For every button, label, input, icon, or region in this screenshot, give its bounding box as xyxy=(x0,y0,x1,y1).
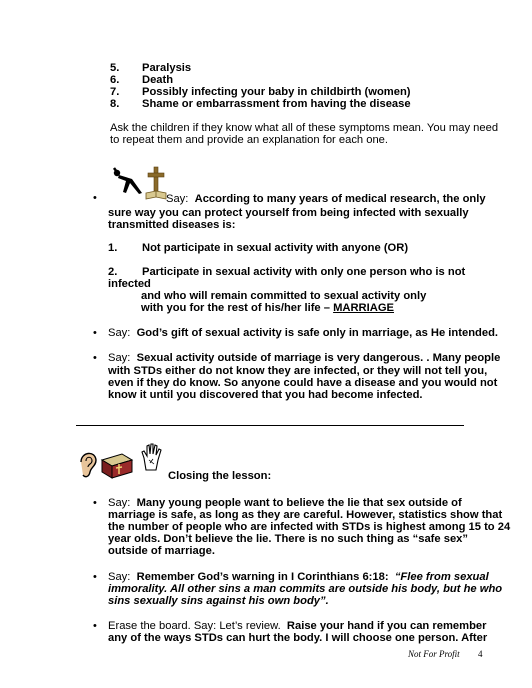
option-number: 2. xyxy=(108,266,118,278)
bullet: • xyxy=(93,192,97,204)
say2-text: God’s gift of sexual activity is safe only in marriage, as He intended. xyxy=(136,327,499,339)
say-prefix: Say: xyxy=(108,571,131,583)
list-number: 6. xyxy=(110,74,120,86)
erase-line-2: any of the ways STDs can hurt the body. I will choose one person. After xyxy=(108,632,488,644)
hand-icon xyxy=(140,442,164,475)
say4-line-2: marriage is safe, as long as they are careful. However, statistics show that xyxy=(108,509,503,521)
list-text: Death xyxy=(142,74,174,86)
say3-line-3: even if they do know. So anyone could have a disease and you would not xyxy=(108,377,498,389)
ask-para-line-1: Ask the children if they know what all of these symptoms mean. You may need xyxy=(110,122,499,134)
list-text: Shame or embarrassment from having the disease xyxy=(142,98,411,110)
bullet: • xyxy=(93,620,97,632)
say4-line-4: year olds. Don’t believe the lie. There is no such thing as “safe sex” xyxy=(108,533,468,545)
option-2-line-4 xyxy=(141,302,394,315)
say-prefix: Say: xyxy=(108,352,131,364)
bullet: • xyxy=(93,571,97,583)
footer-not-for-profit: Not For Profit xyxy=(408,649,460,659)
list-text: Paralysis xyxy=(142,62,192,74)
bullet: • xyxy=(93,497,97,509)
erase-prefix: Erase the board. Say: Let’s review. xyxy=(108,620,281,632)
section-divider xyxy=(76,425,464,426)
say1-line-1 xyxy=(166,193,486,206)
footer-page-number: 4 xyxy=(478,649,483,659)
say4-text: Many young people want to believe the lie that sex outside of xyxy=(136,497,462,509)
say1-line-3: transmitted diseases is: xyxy=(108,219,236,231)
bullet: • xyxy=(93,352,97,364)
say1-text: According to many years of medical research, the only xyxy=(194,193,486,205)
stretching-person-icon xyxy=(112,165,146,200)
ear-icon xyxy=(77,448,99,483)
say3-line-1 xyxy=(108,352,500,365)
bible-icon xyxy=(100,452,134,483)
marriage-word: MARRIAGE xyxy=(333,302,394,314)
say-prefix: Say: xyxy=(108,327,131,339)
cross-book-icon xyxy=(145,165,167,206)
say5-line-2: immorality. All other sins a man commits are outside his body, but he who xyxy=(108,583,503,595)
list-number: 5. xyxy=(110,62,120,74)
say3-line-2: with STDs either do not know they are infected, or they will not tell you, xyxy=(108,365,488,377)
say5-line-3: sins sexually sins against his own body”. xyxy=(108,595,329,607)
option-2-line-3: and who will remain committed to sexual activity only xyxy=(141,290,427,302)
say-prefix: Say: xyxy=(108,497,131,509)
say3-line-4: know it until you discovered that you had become infected. xyxy=(108,389,423,401)
ask-para-line-2: to repeat them and provide an explanation for each one. xyxy=(110,134,389,146)
say5-bold: Remember God’s warning in I Corinthians 6:18: xyxy=(136,571,389,583)
option-number: 1. xyxy=(108,242,118,254)
say4-line-3: the number of people who are infected with STDs is highest among 15 to 24 xyxy=(108,521,511,533)
closing-heading: Closing the lesson: xyxy=(168,470,272,482)
say5-italic: “Flee from sexual xyxy=(394,571,489,583)
option-text: Participate in sexual activity with only one person who is not xyxy=(142,266,466,278)
bullet: • xyxy=(93,327,97,339)
option-1 xyxy=(108,242,408,255)
list-number: 8. xyxy=(110,98,120,110)
list-text: Possibly infecting your baby in childbirth (women) xyxy=(142,86,411,98)
list-number: 7. xyxy=(110,86,120,98)
option-2-line-1 xyxy=(108,266,465,279)
option-text: Not participate in sexual activity with anyone (OR) xyxy=(142,242,409,254)
list-item-8 xyxy=(110,98,411,111)
say-prefix: Say: xyxy=(166,193,189,205)
say3-text: Sexual activity outside of marriage is very dangerous. . Many people xyxy=(136,352,501,364)
say2-line xyxy=(108,327,498,340)
erase-bold: Raise your hand if you can remember xyxy=(286,620,487,632)
say4-line-5: outside of marriage. xyxy=(108,545,215,557)
say1-line-2: sure way you can protect yourself from being infected with sexually xyxy=(108,207,469,219)
option-2-line-2: infected xyxy=(108,278,151,290)
option-text: with you for the rest of his/her life – xyxy=(141,302,334,314)
